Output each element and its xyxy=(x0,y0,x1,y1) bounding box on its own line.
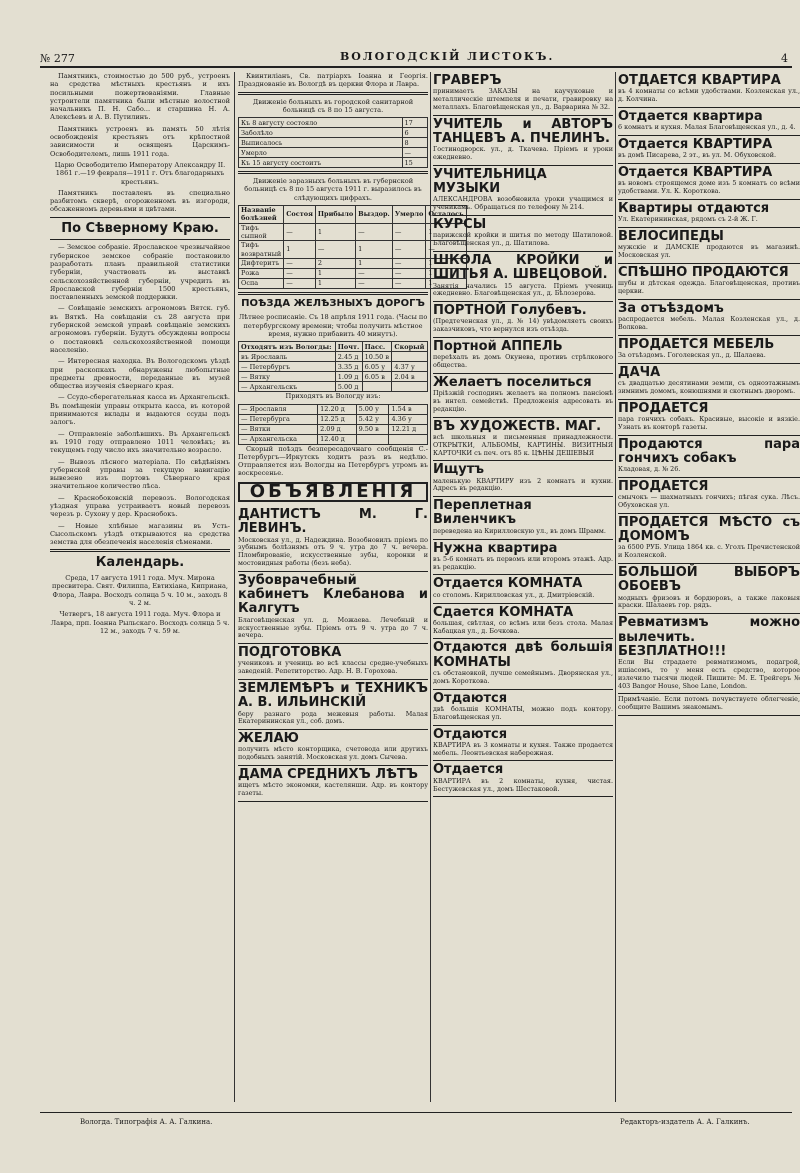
ad-title: Отдаются xyxy=(433,726,508,742)
table-cell xyxy=(389,434,428,444)
table-cell: 2.45 д xyxy=(335,352,362,362)
ad-title: ПОДГОТОВКА xyxy=(238,645,342,661)
ad-body: пара гончихъ собакъ. Красивые, высокіе и вязкіе. Узнать въ конторѣ газеты. xyxy=(618,415,800,431)
table-cell: — xyxy=(402,148,427,158)
table-cell: — xyxy=(284,268,316,278)
ad-body: за 6500 РУБ. Улица 1864 кв. с. Уголъ Пречистенской и Козленской. xyxy=(618,543,800,560)
divider xyxy=(238,171,428,174)
ad-title: ОТДАЕТСЯ КВАРТИРА xyxy=(618,73,781,88)
article-paragraph: Памятникъ устроенъ въ память 50 лѣтія освобожденія крестьянъ отъ крѣпостной зависимости и освященъ Царскимъ-Освободителемъ, лишь 1911 года. xyxy=(50,124,230,158)
table-header-row xyxy=(239,342,428,352)
table-cell: 12.40 д xyxy=(318,434,356,444)
news-item: — Совѣщаніе земскихъ агрономовъ Вятск. губ. въ Вяткѣ. На совѣщаніи съ 28 августа при губернской земской управѣ совѣщаніе земскихъ агрономовъ губерніи. Будутъ обсуждены вопросы о постановкѣ сельскохозяйственной помощи населенію. xyxy=(50,304,230,354)
ad-title: Отдается xyxy=(433,762,504,778)
ad-title: За отъѣздомъ xyxy=(618,300,724,316)
ad-body: КВАРТИРА въ 3 комнаты и кухня. Также продается мебель. Леонтьевская набережная. xyxy=(433,740,613,757)
classified-ad xyxy=(433,418,613,462)
classified-ad xyxy=(433,575,613,603)
ad-title: ДАМА СРЕДНИХЪ ЛѢТЪ xyxy=(238,767,419,783)
page-number: 4 xyxy=(781,52,788,65)
classified-ad xyxy=(433,338,613,374)
ad-body: съ двадцатью десятинами земли, съ одноэтажнымъ зимнимъ домомъ, конюшнями и скотнымъ дворомъ. xyxy=(618,379,800,395)
column-divider xyxy=(615,72,616,1102)
column-news xyxy=(50,72,230,1102)
classified-ad xyxy=(433,540,613,576)
ad-body: получить мѣсто конторщика, счетовода или другихъ подобныхъ занятій. Московская ул. домъ Сычева. xyxy=(238,745,428,762)
classified-ad xyxy=(618,264,800,300)
table-cell: Скорый xyxy=(392,342,428,352)
table-cell: Пасс. xyxy=(362,342,392,352)
table-cell: Выписалось xyxy=(239,138,403,148)
table-cell: 1 xyxy=(315,223,355,241)
table-row xyxy=(239,241,467,259)
ad-tutoring xyxy=(238,644,428,680)
table-cell: 17 xyxy=(402,118,427,128)
table-cell: — xyxy=(392,258,426,268)
news-item: — Вывозъ лѣсного матеріала. По свѣдѣніямъ губернской управы за текущую навигацію вывезено изъ портовъ Сѣвернаго края значительное количество лѣса. xyxy=(50,457,230,491)
classified-ad xyxy=(433,374,613,418)
ad-body: 6 комнатъ и кухня. Малая Благовѣщенская ул., д. 4. xyxy=(618,123,796,132)
table-cell: 1 xyxy=(426,278,466,288)
news-item: — Земское собраніе. Ярославское чрезвычайное губернское земское собраніе постановило разработать планъ правильной статистики губерніи, участвовать въ выставкѣ сельскохозяйственной губерніи, учредить въ Ярославской губерніи 1500 крестьянъ, поставленныхъ земской поддержки. xyxy=(50,243,230,302)
ad-body: всѣ школьныя и письменныя принадлежности. ОТКРЫТКИ, АЛЬБОМЫ, КАРТИНЫ. ВИЗИТНЫЯ КАРТОЧКИ съ печ. отъ 85 к. ЦѢНЫ ДЕШЕВЫЯ xyxy=(433,432,613,457)
table-row xyxy=(239,268,467,278)
table-title: Движеніе заразныхъ больныхъ въ губернской больницѣ съ 8 по 15 августа 1911 г. выразилось въ слѣдующихъ цифрахъ. xyxy=(244,177,422,202)
table-cell: Умерло xyxy=(392,206,426,224)
ad-body: Примѣчаніе. Если потомъ почувствуете облегченіе, сообщите Вашимъ знакомымъ. xyxy=(618,695,800,712)
article-paragraph: Памятникъ поставленъ въ специально разбитомъ скверѣ, огороженномъ въ изгороди, обсаженномъ деревьями и цвѣтами. xyxy=(50,188,230,214)
classified-ad xyxy=(618,136,800,164)
ad-body: большая, свѣтлая, со всѣмъ или безъ стола. Малая Кабацкая ул., д. Бочкова. xyxy=(433,618,613,635)
ad-title: УЧИТЕЛЬНИЦА МУЗЫКИ xyxy=(433,166,547,197)
ad-body: смычокъ — шахматныхъ гончихъ; пѣгая сука. Лѣсъ. Обуховская ул. xyxy=(618,493,800,510)
classified-ad xyxy=(433,252,613,302)
table-row xyxy=(239,278,467,288)
calendar-entry: Четвергъ, 18 августа 1911 года. Муч. Флора и Лавра, прп. Іоанна Рыльскаго. Восходъ солнца 5 ч. 12 м., заходъ 7 ч. 59 м. xyxy=(50,610,230,635)
table-cell: 1 xyxy=(426,258,466,268)
table-cell: Почт. xyxy=(335,342,362,352)
ad-title: Переплетная Виленчикъ xyxy=(433,498,532,528)
ad-lady xyxy=(238,766,428,802)
column-ads-left xyxy=(433,72,613,1102)
issue-number: № 277 xyxy=(40,52,75,65)
table-cell: въ Ярославль xyxy=(239,352,336,362)
table-row xyxy=(239,258,467,268)
table-row xyxy=(239,372,428,382)
table-cell: — xyxy=(284,278,316,288)
table-cell: Къ 8 августу состояло xyxy=(239,118,403,128)
news-item: — Краснобоковскій перевозъ. Вологодская уѣздная управа устраиваетъ новый перевозъ черезъ р. Сухону у дер. Краснобокъ. xyxy=(50,493,230,519)
table-cell: Оспа xyxy=(239,278,284,288)
ad-title: СПѢШНО ПРОДАЮТСЯ xyxy=(618,264,789,280)
ad-title: ДАНТИСТЪ М. Г. ЛЕВИНЪ. xyxy=(238,507,428,537)
ad-body: въ новомъ строящемся доме изъ 5 комнатъ со всѣми удобствами. Ул. К. Короткова. xyxy=(618,179,800,196)
ad-title: ПРОДАЕТСЯ xyxy=(618,400,709,416)
table-cell: Осталось xyxy=(426,206,466,224)
ad-body: парижской кройки и шитья по методу Шатиловой. Благовѣщенская ул., д. Шатилова. xyxy=(433,231,613,248)
divider xyxy=(50,549,230,552)
ad-title: УЧИТЕЛЬ и АВТОРЪ ТАНЦЕВЪ А. ПЧЕЛИНЪ. xyxy=(433,116,613,146)
ad-body: переѣхалъ въ домъ Окунева, противъ стрѣлкового общества. xyxy=(433,353,613,370)
table-cell: Состоя xyxy=(284,206,316,224)
ad-title: ВЕЛОСИПЕДЫ xyxy=(618,229,724,245)
table-cell: 8 xyxy=(402,138,427,148)
ad-body: со столомъ. Кирилловская ул., д. Дмитріевскій. xyxy=(433,590,595,599)
divider xyxy=(238,92,428,95)
classified-ad xyxy=(618,200,800,228)
table-cell: 12.20 д xyxy=(318,404,356,414)
classified-ad xyxy=(433,639,613,689)
classified-ad xyxy=(618,514,800,564)
section-heading: По Сѣверному Краю. xyxy=(61,220,219,236)
news-item: — Интересная находка. Въ Вологодскомъ уѣздѣ при раскопкахъ обнаружены любопытные предметы древности, переданные въ музей общества изученія сѣвернаго края. xyxy=(50,357,230,391)
classified-ad xyxy=(433,761,613,797)
table-row xyxy=(239,138,428,148)
ad-body: учениковъ и учениць во всѣ классы средне-учебныхъ заведеній. Репетиторство. Адр. Н. В. Горохова. xyxy=(238,659,428,676)
ad-title: ЖЕЛАЮ xyxy=(238,731,299,747)
table-cell xyxy=(362,382,392,392)
divider xyxy=(50,217,230,218)
table-cell: 15 xyxy=(402,158,427,168)
table-cell: — xyxy=(356,278,393,288)
table-cell: 10.50 в xyxy=(362,352,392,362)
ad-body: двѣ большія КОМНАТЫ, можно подъ контору. Благовѣщенская ул. xyxy=(433,704,613,721)
table-cell: — xyxy=(426,241,466,259)
calendar-heading: Календарь. xyxy=(95,555,185,571)
classified-ad xyxy=(433,216,613,252)
ad-body: мужскіе и ДАМСКІЕ продаются въ магазинѣ. Московская ул. xyxy=(618,243,800,260)
table-cell: Умерло xyxy=(239,148,403,158)
printer-credit: Вологда. Типографія А. А. Галкина. xyxy=(80,1118,213,1126)
ad-body: принимаетъ ЗАКАЗЫ на кaучуковые и металлическіе штемпеля и печати, гравировку на металлахъ. Благовѣщенская ул., д. Варваринa № 32. xyxy=(433,87,613,111)
hospital-table xyxy=(238,117,428,168)
footer-rule xyxy=(40,1112,792,1113)
table-cell: Отходятъ изъ Вологды: xyxy=(239,342,336,352)
table-row xyxy=(239,158,428,168)
article-paragraph: Памятникъ, стоимостью до 500 руб., устроенъ на средства мѣстныхъ крестьянъ и ихъ посильными пожертвованіями. Главные устроители памятника были мѣстные волостной начальникъ П. Н. Сабо... и старшина Н. А. Алексѣевъ и А. В. Путилинъ. xyxy=(50,72,230,122)
table-cell: 5.42 у xyxy=(356,414,389,424)
table-cell: — xyxy=(392,268,426,278)
ad-title: ГРАВЕРЪ xyxy=(433,73,502,88)
ad-body: За отъѣздомъ. Гоголевская ул., д. Шалаева. xyxy=(618,351,766,360)
table-cell: 4.37 у xyxy=(392,362,428,372)
classified-ad xyxy=(618,72,800,108)
ad-body: (Предтеченская ул., д. № 14) увѣдомляетъ своихъ заказчиковъ, что вернулся изъ отъѣзда. xyxy=(433,317,613,334)
ad-body: переведена на Кирилловскую ул., въ домъ Шрамм. xyxy=(433,526,606,535)
table-cell: 3.35 д xyxy=(335,362,362,372)
table-cell xyxy=(392,382,428,392)
ad-title: Ревматизмъ можно вылечить. БЕЗПЛАТНО!!! xyxy=(618,615,800,659)
table-cell: — xyxy=(392,223,426,241)
table-cell: Заболѣло xyxy=(239,128,403,138)
ad-title: КУРСЫ xyxy=(433,217,487,233)
classified-ad xyxy=(433,726,613,762)
ad-body: Ул. Екатерининская, рядомъ съ 2-й Ж. Г. xyxy=(618,215,758,224)
table-cell: 12.25 д xyxy=(318,414,356,424)
ad-title: Желаетъ поселиться xyxy=(433,374,592,390)
ad-title: ПОРТНОЙ Голубевъ. xyxy=(433,303,587,319)
ad-body: Кладовая, д. № 26. xyxy=(618,465,681,474)
table-cell: 2 xyxy=(315,258,355,268)
ad-body: Если Вы страдаете ревматизмомъ, подагрой, ишіасомъ, то у меня есть средство, которое излечило тысячи людей. Пишите: М. Е. Трейгеръ № 403 Bangor House, Shoe Lane, London. xyxy=(618,658,800,690)
ad-title: Отдаются двѣ большія КОМНАТЫ xyxy=(433,640,613,670)
ad-body: АЛЕКСАНДРОВА возобновила уроки учащимся и ученикамъ. Обращаться по телефону № 214. xyxy=(433,195,613,212)
train-schedule xyxy=(238,341,428,392)
ad-body: Гостинодворск. ул., д. Ткачева. Пріемъ и уроки ежедневно. xyxy=(433,145,613,162)
trains-arrival-heading: Приходятъ въ Вологду изъ: xyxy=(285,392,381,401)
ad-title: БОЛЬШОЙ ВЫБОРЪ ОБОЕВЪ xyxy=(618,565,800,595)
table-cell: — xyxy=(284,258,316,268)
table-row xyxy=(239,424,428,434)
ad-body: Благовѣщенская ул. д. Можаева. Лечебный и искусственные зубы. Пріемъ отъ 9 ч. утра до 7 ч. вечера. xyxy=(238,615,428,640)
ad-body: въ домѣ Писарева, 2 эт., въ ул. М. Обуховской. xyxy=(618,151,776,160)
table-cell: — Петербурга xyxy=(239,414,318,424)
ad-body: шубы и дѣтская одежда. Благовѣщенская, противъ церкви. xyxy=(618,279,800,296)
ad-body: маленькую КВАРТИРУ изъ 2 комнатъ и кухни. Адресъ въ редакцію. xyxy=(433,476,613,493)
editor-credit: Редакторъ-издатель А. А. Галкинъ. xyxy=(620,1118,750,1126)
table-cell: 6.05 в xyxy=(362,372,392,382)
table-cell: 1 xyxy=(356,241,393,259)
ad-title: Отдается КВАРТИРА xyxy=(618,136,773,152)
table-cell xyxy=(392,352,428,362)
table-cell: — Вятки xyxy=(239,424,318,434)
table-row xyxy=(239,352,428,362)
table-row xyxy=(239,118,428,128)
ad-title: Отдается КОМНАТА xyxy=(433,576,583,592)
ad-title: Отдается КВАРТИРА xyxy=(618,165,773,181)
table-cell: 5.00 у xyxy=(356,404,389,414)
table-cell: 1 xyxy=(284,241,316,259)
ad-body: модныхъ фризовъ и бордюровъ, а также лаковыя краски. Шалаевъ гор. рядъ. xyxy=(618,593,800,610)
ad-title: Зубоврачебный кабинетъ Клебанова и Калгутъ xyxy=(238,572,428,617)
classified-ad xyxy=(618,436,800,478)
ad-title: Квартиры отдаются xyxy=(618,200,770,216)
table-row xyxy=(239,362,428,372)
ad-body: въ 4 комнаты со всѣми удобствами. Козленская ул., д. Колчина. xyxy=(618,87,800,104)
table-row xyxy=(239,382,428,392)
classified-ad xyxy=(618,694,800,716)
table-cell: 6 xyxy=(402,128,427,138)
table-row xyxy=(239,434,428,444)
table-cell: 1.54 в xyxy=(389,404,428,414)
article-paragraph: Квинтиліанъ, Св. патріархъ Іоанна и Георгія. Празднованіе въ Вологдѣ въ церкви Флора и Лавра. xyxy=(238,72,428,89)
classified-ad xyxy=(433,116,613,166)
table-cell: Къ 15 августу состоитъ xyxy=(239,158,403,168)
ad-job-seeking xyxy=(238,730,428,766)
table-cell: — xyxy=(284,223,316,241)
table-cell: 12.21 д xyxy=(389,424,428,434)
table-cell: 5.00 д xyxy=(335,382,362,392)
classified-ad xyxy=(618,614,800,694)
classified-ad xyxy=(618,564,800,614)
ad-title: Продаются пара гончихъ собакъ xyxy=(618,436,800,466)
ad-dental-office xyxy=(238,572,428,644)
classified-ad xyxy=(433,302,613,338)
table-cell: Тифъ сыпной xyxy=(239,223,284,241)
column-ads-right xyxy=(618,72,800,1102)
ad-surveyor xyxy=(238,680,428,730)
table-cell: — Архангельскъ xyxy=(239,382,336,392)
trains-subtitle: Лѣтнее росписаніе. Съ 18 апрѣля 1911 года. (Часы по петербургскому времени; чтобы получить мѣстное время, нужно прибавить 40 минутъ). xyxy=(238,313,428,338)
newspaper-title: ВОЛОГОДСКІЙ ЛИСТОКЪ. xyxy=(340,50,555,63)
ad-title: Отдаются xyxy=(433,690,508,706)
ad-title: ДАЧА xyxy=(618,364,661,380)
table-cell: — Петербургъ xyxy=(239,362,336,372)
table-cell: 4.36 у xyxy=(389,414,428,424)
table-row xyxy=(239,223,467,241)
ad-title: ПРОДАЕТСЯ xyxy=(618,479,709,494)
table-cell: — xyxy=(315,241,355,259)
ad-body: съ обстановкой, лучше семейнымъ. Дворянская ул., домъ Короткова. xyxy=(433,669,613,685)
table-cell: Выздор. xyxy=(356,206,393,224)
classified-ad xyxy=(618,108,800,136)
ad-title: ПРОДАЕТСЯ МѢСТО съ ДОМОМЪ xyxy=(618,514,800,545)
classified-ad xyxy=(433,497,613,539)
table-cell: 2.04 в xyxy=(392,372,428,382)
ad-body: распродается мебель. Малая Козленская ул., д. Волкова. xyxy=(618,315,800,331)
table-header-row xyxy=(239,206,467,224)
ad-title: Отдается квартира xyxy=(618,108,763,124)
classified-ad xyxy=(433,461,613,497)
classified-ad xyxy=(618,364,800,400)
table-cell: 1 xyxy=(315,268,355,278)
table-cell: 1.09 д xyxy=(335,372,362,382)
table-cell: Рожа xyxy=(239,268,284,278)
ad-body: Пріѣзжій господинъ желаетъ на полномъ пансіонѣ въ интел. семействѣ. Предложенія адресовать въ редакцію. xyxy=(433,389,613,413)
train-arrivals xyxy=(238,404,428,445)
ad-title: Портной АППЕЛЬ xyxy=(433,339,563,355)
divider xyxy=(238,292,428,295)
ad-title: Ищутъ xyxy=(433,462,485,478)
ad-body: ищетъ мѣсто экономки, кастелянши. Адр. въ контору газеты. xyxy=(238,781,428,798)
table-cell: — Ярославля xyxy=(239,404,318,414)
ad-title: ВЪ ХУДОЖЕСТВ. МАГ. xyxy=(433,418,602,434)
news-item: — Отправленіе заболѣвшихъ. Въ Архангельскѣ въ 1910 году отправлено 1011 человѣкъ; въ текущемъ году число ихъ значительно возрасло. xyxy=(50,429,230,455)
ad-title: Нужна квартира xyxy=(433,540,558,556)
classified-ad xyxy=(433,72,613,116)
table-row xyxy=(239,128,428,138)
news-item: — Ссудо-сберегательная касса въ Архангельскѣ. Въ помѣщеніи управы открыта касса, въ которой принимаются вклады и выдаются ссуды подъ залогъ. xyxy=(50,393,230,427)
ad-title: ПРОДАЕТСЯ МЕБЕЛЬ xyxy=(618,336,775,352)
classified-ad xyxy=(618,300,800,336)
classified-ad xyxy=(433,604,613,640)
classified-ad xyxy=(433,166,613,216)
news-item: — Новые хлѣбные магазины въ Усть-Сысольскомъ уѣздѣ открываются на средства земства для обезпеченія населенія сѣменами. xyxy=(50,521,230,547)
classified-ad xyxy=(618,228,800,264)
table-cell: Названіе болѣзней xyxy=(239,206,284,224)
column-divider xyxy=(234,72,235,1102)
ad-title: Сдается КОМНАТА xyxy=(433,604,574,620)
ad-body: беру разнаго рода межевыя работы. Малая Екатерининская ул., соб. домъ. xyxy=(238,709,428,726)
ad-body: Московская ул., д. Надеждина. Возобновилъ пріемъ по зубнымъ болѣзнямъ отъ 9 ч. утра до 7 ч. вечера. Пломбированіе, искусственные зубы, коронки и мостовидныя работы (безъ неба). xyxy=(238,535,428,568)
ad-body: Занятія начались 15 августа. Пріемъ учениць ежедневно. Благовѣщенская ул., д. Бѣлозерова. xyxy=(433,281,613,298)
table-cell: 1 xyxy=(356,258,393,268)
page-header xyxy=(40,50,792,68)
table-row xyxy=(239,404,428,414)
classified-ad xyxy=(618,164,800,200)
table-cell: Дифтеритъ xyxy=(239,258,284,268)
ad-body: КВАРТИРА въ 2 комнаты, кухня, чистая. Бестужевская ул., домъ Шестаковой. xyxy=(433,776,613,793)
announcements-banner: ОБЪЯВЛЕНІЯ xyxy=(238,482,428,502)
table-cell: — Вятку xyxy=(239,372,336,382)
classified-ad xyxy=(433,690,613,726)
table-cell: — xyxy=(392,241,426,259)
divider xyxy=(50,239,230,240)
trains-heading: ПОѢЗДА ЖЕЛѢЗНЫХЪ ДОРОГЪ xyxy=(241,297,425,309)
classified-ad xyxy=(618,400,800,436)
table-cell: — Архангельска xyxy=(239,434,318,444)
table-title: Движеніе больныхъ въ городской санитарной больницѣ съ 8 по 15 августа. xyxy=(252,97,414,114)
trains-note: Скорый поѣздъ безпересадочнаго сообщенія С.-Петербургъ—Иркутскъ ходитъ разъ въ недѣлю. Отправляется изъ Вологды на Петербургъ утромъ въ воскресенье. xyxy=(238,444,428,478)
table-cell: Тифъ возвратный xyxy=(239,241,284,259)
table-row xyxy=(239,148,428,158)
ad-dentist xyxy=(238,506,428,572)
table-cell: 6.05 у xyxy=(362,362,392,372)
monument-inscription: Царю Освободителю Императору Александру II. 1861 г.—19 февраля—1911 г. Отъ благодарныхъ крестьянъ. xyxy=(54,160,226,186)
table-cell: — xyxy=(392,278,426,288)
table-cell: 9.50 в xyxy=(356,424,389,434)
table-cell: 1 xyxy=(315,278,355,288)
calendar-entry: Среда, 17 августа 1911 года. Муч. Мирона пресвитера. Свят. Филиппа, Евтихіана, Киприана, Флора, Лавра. Восходъ солнца 5 ч. 10 м., заходъ 8 ч. 2 м. xyxy=(51,574,229,608)
table-cell: — xyxy=(356,223,393,241)
table-row xyxy=(239,414,428,424)
table-cell: 1 xyxy=(426,223,466,241)
ad-body: въ 5-6 комнатъ въ первомъ или второмъ этажѣ. Адр. въ редакцію. xyxy=(433,554,613,571)
classified-ad xyxy=(618,336,800,364)
ad-title: ШКОЛА КРОЙКИ и ШИТЬЯ А. ШВЕЦОВОЙ. xyxy=(433,252,613,283)
table-cell: 1 xyxy=(426,268,466,278)
table-cell: Прибыло xyxy=(315,206,355,224)
classified-ad xyxy=(618,478,800,514)
table-cell xyxy=(356,434,389,444)
table-cell: — xyxy=(356,268,393,278)
table-cell: 2.09 д xyxy=(318,424,356,434)
ad-title: ЗЕМЛЕМѢРЪ и ТЕХНИКЪ А. В. ИЛЬИНСКІЙ xyxy=(238,680,428,711)
